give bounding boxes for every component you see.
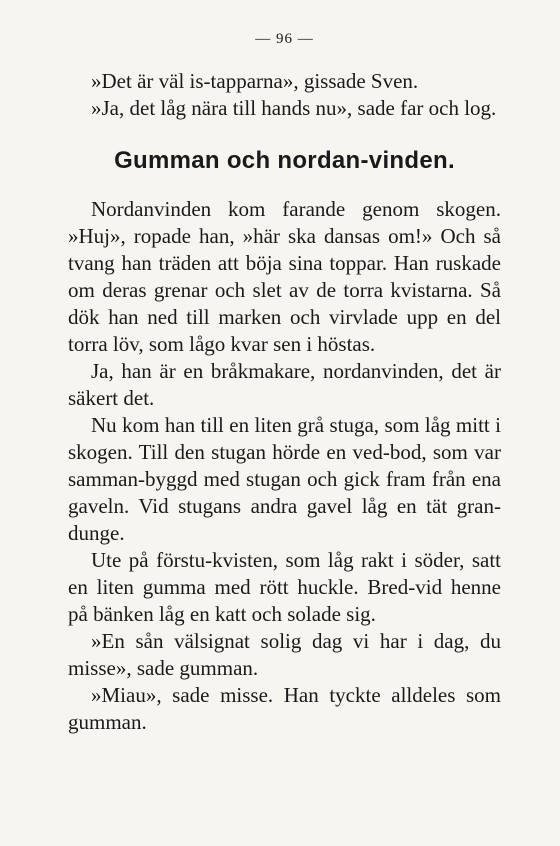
paragraph: »Ja, det låg nära till hands nu», sade far och log. [91, 96, 497, 120]
paragraph: Nordanvinden kom farande genom skogen. »Huj», ropade han, »här ska dansas om!» Och så tvang han träden att böja sina toppar. Han ruskade om deras grenar och slet av de torra kvistarna. Så dök han ned till marken och virvlade upp en del torra löv, som lågo kvar sen i höstas. [68, 197, 501, 356]
page-number: — 96 — [255, 31, 314, 47]
paragraph: Ja, han är en bråkmakare, nordanvinden, det är säkert det. [68, 359, 501, 410]
paragraph: »Det är väl is-tapparna», gissade Sven. [91, 69, 419, 93]
paragraph: Nu kom han till en liten grå stuga, som låg mitt i skogen. Till den stugan hörde en ved-bod, som var samman-byggd med stugan och gick fram från ena gaveln. Vid stugans andra gavel låg en tät gran-dunge. [68, 413, 501, 545]
paragraph: »En sån välsignat solig dag vi har i dag, du misse», sade gumman. [68, 629, 501, 680]
paragraph: Ute på förstu-kvisten, som låg rakt i söder, satt en liten gumma med rött huckle. Bred-vid henne på bänken låg en katt och solade sig. [68, 548, 501, 626]
paragraph: »Miau», sade misse. Han tyckte alldeles som gumman. [68, 683, 501, 734]
chapter-heading: Gumman och nordan-vinden. [114, 147, 455, 174]
